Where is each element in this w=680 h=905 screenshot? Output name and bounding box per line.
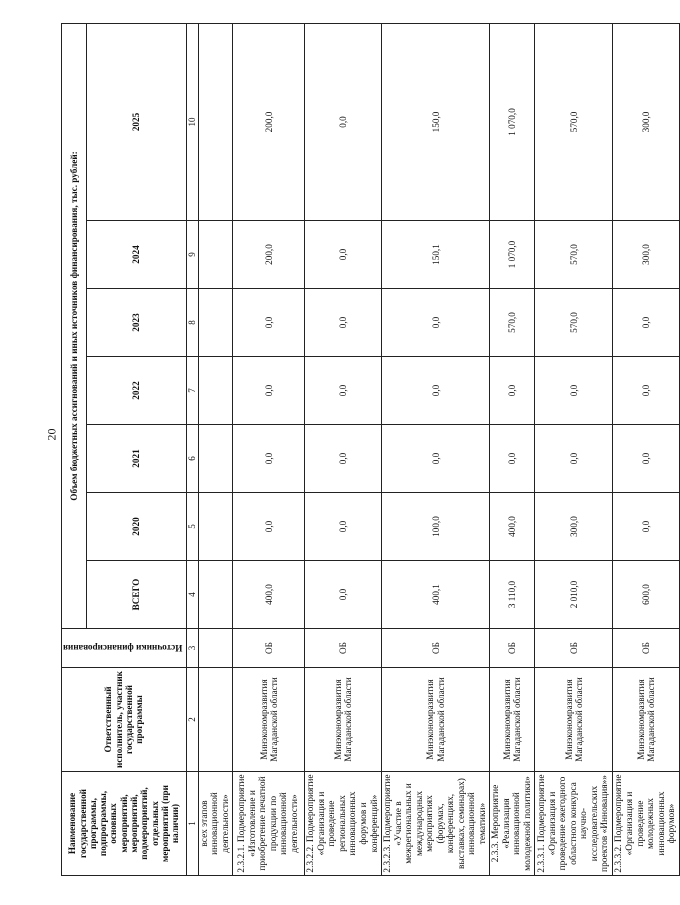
row-value: 150,1 bbox=[382, 221, 490, 289]
row-value: 200,0 bbox=[233, 23, 305, 220]
row-total: 2 010,0 bbox=[535, 561, 613, 629]
row-total: 3 110,0 bbox=[490, 561, 535, 629]
row-total: 400,1 bbox=[382, 561, 490, 629]
row-value: 570,0 bbox=[535, 23, 613, 220]
row-source: ОБ bbox=[613, 629, 679, 668]
empty-cell bbox=[198, 561, 233, 629]
row-value: 300,0 bbox=[535, 493, 613, 561]
header-executor: Ответственный исполнитель, участник государственной программы bbox=[62, 668, 187, 772]
row-value: 0,0 bbox=[305, 221, 382, 289]
row-value: 300,0 bbox=[613, 23, 679, 220]
row-value: 0,0 bbox=[535, 357, 613, 425]
row-executor: Минэкономразвития Магаданской области bbox=[233, 668, 305, 772]
header-year: 2025 bbox=[86, 23, 186, 220]
row-value: 0,0 bbox=[613, 357, 679, 425]
row-value: 0,0 bbox=[535, 425, 613, 493]
row-name: 2.3.2.3. Подмероприятие «Участие в межрегиональных и международных мероприятиях (форумах, конференциях, выставках, семинарах) инновационной тематики» bbox=[382, 772, 490, 876]
row-total: 400,0 bbox=[233, 561, 305, 629]
col-number: 8 bbox=[186, 289, 198, 357]
header-year: 2020 bbox=[86, 493, 186, 561]
col-number: 6 bbox=[186, 425, 198, 493]
header-total: ВСЕГО bbox=[86, 561, 186, 629]
row-value: 400,0 bbox=[490, 493, 535, 561]
empty-cell bbox=[198, 289, 233, 357]
page-number: 20 bbox=[44, 428, 59, 441]
row-value: 570,0 bbox=[490, 289, 535, 357]
rotated-table-wrapper bbox=[61, 24, 678, 876]
header-source-label: Источники финансирования bbox=[63, 643, 183, 654]
row-value: 0,0 bbox=[490, 357, 535, 425]
row-name: 2.3.3.2. Подмероприятие «Организация и проведение молодежных инновационных форумов» bbox=[613, 772, 679, 876]
empty-cell bbox=[198, 221, 233, 289]
header-year: 2024 bbox=[86, 221, 186, 289]
table-row bbox=[490, 23, 535, 875]
header-year: 2021 bbox=[86, 425, 186, 493]
row-value: 0,0 bbox=[233, 425, 305, 493]
row-source: ОБ bbox=[382, 629, 490, 668]
row-value: 150,0 bbox=[382, 23, 490, 220]
empty-cell bbox=[198, 629, 233, 668]
table-row bbox=[613, 23, 679, 875]
row-value: 1 070,0 bbox=[490, 221, 535, 289]
row-source: ОБ bbox=[233, 629, 305, 668]
row-value: 0,0 bbox=[233, 289, 305, 357]
row-value: 1 070,0 bbox=[490, 23, 535, 220]
row-value: 0,0 bbox=[613, 493, 679, 561]
row-value: 0,0 bbox=[305, 425, 382, 493]
row-value: 0,0 bbox=[382, 425, 490, 493]
col-number: 5 bbox=[186, 493, 198, 561]
table-row bbox=[233, 23, 305, 875]
header-name: Наименование государственной программы, подпрограммы, основных мероприятий, мероприятий, подмероприятий, отдельных мероприятий (при наличии) bbox=[62, 772, 187, 876]
continuation-cell: всех этапов инновационной деятельности» bbox=[198, 772, 233, 876]
row-executor: Минэкономразвития Магаданской области bbox=[613, 668, 679, 772]
empty-cell bbox=[198, 493, 233, 561]
header-volume: Объем бюджетных ассигнований и иных источников финансирования, тыс. рублей: bbox=[62, 23, 87, 628]
row-name: 2.3.2.2. Подмероприятие «Организация и проведение региональных инновационных форумов и конференций» bbox=[305, 772, 382, 876]
row-value: 0,0 bbox=[613, 425, 679, 493]
row-value: 0,0 bbox=[305, 493, 382, 561]
header-year: 2022 bbox=[86, 357, 186, 425]
col-number: 10 bbox=[186, 23, 198, 220]
col-number: 7 bbox=[186, 357, 198, 425]
row-value: 0,0 bbox=[233, 357, 305, 425]
row-source: ОБ bbox=[535, 629, 613, 668]
row-value: 0,0 bbox=[305, 357, 382, 425]
row-value: 300,0 bbox=[613, 221, 679, 289]
row-value: 0,0 bbox=[382, 289, 490, 357]
header-year: 2023 bbox=[86, 289, 186, 357]
row-value: 200,0 bbox=[233, 221, 305, 289]
row-value: 0,0 bbox=[490, 425, 535, 493]
empty-cell bbox=[198, 425, 233, 493]
row-name: 2.3.3. Мероприятие «Реализация инновационной молодежной политики» bbox=[490, 772, 535, 876]
row-executor: Минэкономразвития Магаданской области bbox=[490, 668, 535, 772]
row-value: 0,0 bbox=[613, 289, 679, 357]
row-name: 2.3.2.1. Подмероприятие «Изготовление и приобретение печатной продукции по инновационной деятельности» bbox=[233, 772, 305, 876]
col-number: 1 bbox=[186, 772, 198, 876]
row-total: 0,0 bbox=[305, 561, 382, 629]
empty-cell bbox=[198, 668, 233, 772]
table-row bbox=[382, 23, 490, 875]
row-value: 0,0 bbox=[233, 493, 305, 561]
row-value: 100,0 bbox=[382, 493, 490, 561]
empty-cell bbox=[198, 357, 233, 425]
header-source bbox=[62, 629, 187, 668]
row-name: 2.3.3.1. Подмероприятие «Организация и проведение ежегодного областного конкурса научно-исследовательских проектов «Инновация»» bbox=[535, 772, 613, 876]
col-number: 3 bbox=[186, 629, 198, 668]
empty-cell bbox=[198, 23, 233, 220]
row-source: ОБ bbox=[305, 629, 382, 668]
row-executor: Минэкономразвития Магаданской области bbox=[305, 668, 382, 772]
row-value: 570,0 bbox=[535, 289, 613, 357]
row-executor: Минэкономразвития Магаданской области bbox=[535, 668, 613, 772]
row-value: 0,0 bbox=[305, 289, 382, 357]
table-row bbox=[535, 23, 613, 875]
table-row bbox=[305, 23, 382, 875]
row-value: 0,0 bbox=[382, 357, 490, 425]
col-number: 4 bbox=[186, 561, 198, 629]
row-value: 0,0 bbox=[305, 23, 382, 220]
row-value: 570,0 bbox=[535, 221, 613, 289]
row-total: 600,0 bbox=[613, 561, 679, 629]
financing-table bbox=[61, 23, 680, 876]
row-executor: Минэкономразвития Магаданской области bbox=[382, 668, 490, 772]
col-number: 2 bbox=[186, 668, 198, 772]
row-source: ОБ bbox=[490, 629, 535, 668]
col-number: 9 bbox=[186, 221, 198, 289]
